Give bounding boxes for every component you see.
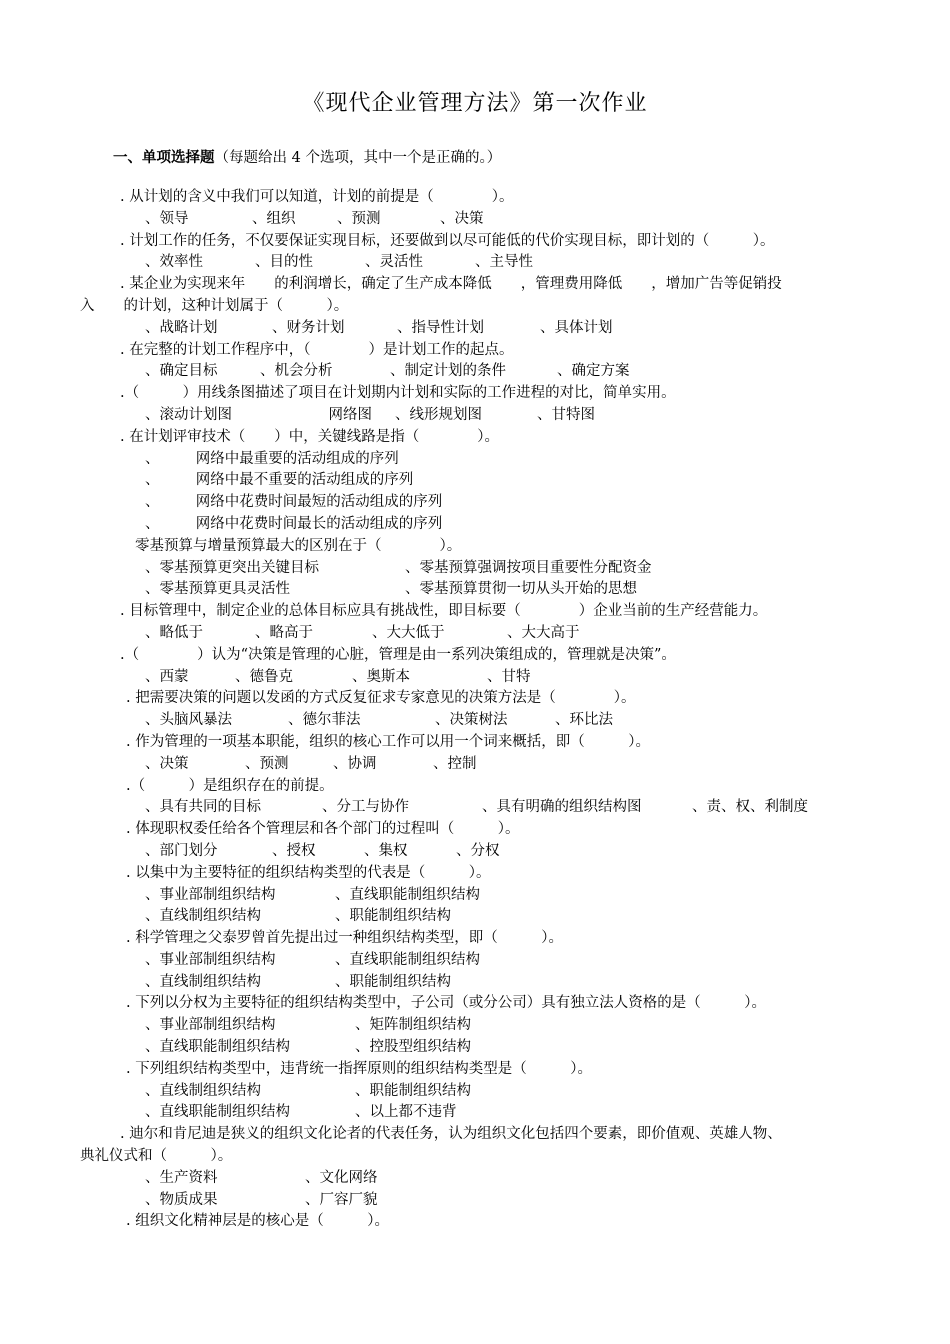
options-row xyxy=(0,885,950,907)
question-text: . 下列以分权为主要特征的组织结构类型中，子公司（或分公司）具有独立法人资格的是（ ）。 xyxy=(126,995,766,1012)
section-note: （每题给出 4 个选项，其中一个是正确的。） xyxy=(214,150,502,166)
option-a[interactable]: 、略低于 xyxy=(145,624,203,641)
option-a[interactable]: 、滚动计划图 xyxy=(145,406,232,423)
option-c[interactable]: 、制定计划的条件 xyxy=(390,363,506,380)
option-c[interactable]: 、指导性计划 xyxy=(397,319,484,336)
question-text: . 目标管理中，制定企业的总体目标应具有挑战性，即目标要（ ）企业当前的生产经营能力。 xyxy=(120,603,768,620)
option-b[interactable]: 、 网络中最不重要的活动组成的序列 xyxy=(145,472,414,489)
question-text: . 把需要决策的问题以发函的方式反复征求专家意见的决策方法是（ ）。 xyxy=(126,690,636,707)
option-a[interactable]: 、战略计划 xyxy=(145,319,218,336)
option-c[interactable]: 、线形规划图 xyxy=(395,406,482,423)
option-c[interactable]: 、直线制组织结构 xyxy=(145,973,261,990)
option-d[interactable]: 、控制 xyxy=(433,755,477,772)
option-a[interactable]: 、生产资料 xyxy=(145,1169,218,1186)
option-d[interactable]: 、环比法 xyxy=(555,712,613,729)
option-d[interactable]: 、以上都不违背 xyxy=(355,1104,457,1121)
option-d[interactable]: 、甘特 xyxy=(487,668,531,685)
question-text: . 在完整的计划工作程序中，（ ）是计划工作的起点。 xyxy=(120,341,514,358)
question-text: . 从计划的含义中我们可以知道，计划的前提是（ ）。 xyxy=(120,189,514,205)
option-a[interactable]: 、事业部制组织结构 xyxy=(145,1017,276,1034)
option-a[interactable]: 、零基预算更突出关键目标 xyxy=(145,559,319,576)
question-text: . 计划工作的任务，不仅要保证实现目标，还要做到以尽可能低的代价实现目标，即计划的（ ）。 xyxy=(120,232,775,249)
option-b[interactable]: 、授权 xyxy=(272,842,316,859)
option-b[interactable]: 、财务计划 xyxy=(272,319,345,336)
options-row xyxy=(0,1015,950,1037)
option-b[interactable]: 、德鲁克 xyxy=(235,668,293,685)
question-text: . 体现职权委任给各个管理层和各个部门的过程叫（ ）。 xyxy=(126,821,520,838)
options-row xyxy=(0,754,950,776)
question-text: . 下列组织结构类型中，违背统一指挥原则的组织结构类型是（ ）。 xyxy=(126,1060,592,1077)
options-row xyxy=(0,209,950,231)
option-b[interactable]: 网络图 xyxy=(285,406,372,423)
section-label: 一、单项选择题 xyxy=(113,149,215,166)
option-b[interactable]: 、职能制组织结构 xyxy=(355,1082,471,1099)
option-a[interactable]: 、头脑风暴法 xyxy=(145,712,232,729)
question-text-continued: 入 的计划，这种计划属于（ ）。 xyxy=(80,297,349,314)
option-c[interactable]: 、零基预算更具灵活性 xyxy=(145,581,290,598)
option-d[interactable]: 、甘特图 xyxy=(537,406,595,423)
option-c[interactable]: 、物质成果 xyxy=(145,1191,218,1208)
options-row xyxy=(0,1168,950,1190)
question-text-continued: 典礼仪式和（ ）。 xyxy=(80,1148,233,1165)
option-d[interactable]: 、职能制组织结构 xyxy=(335,973,451,990)
options-row xyxy=(0,797,950,819)
option-a[interactable]: 、领导 xyxy=(145,210,189,227)
question-text: . 迪尔和肯尼迪是狭义的组织文化论者的代表任务，认为组织文化包括四个要素，即价值观、英雄人物、 xyxy=(120,1126,782,1143)
options-row xyxy=(0,252,950,274)
options-row xyxy=(0,950,950,972)
option-b[interactable]: 、目的性 xyxy=(255,254,313,271)
option-d[interactable]: 、厂容厂貌 xyxy=(305,1191,378,1208)
option-d[interactable]: 、职能制组织结构 xyxy=(335,908,451,925)
option-d[interactable]: 、具体计划 xyxy=(540,319,613,336)
option-b[interactable]: 、略高于 xyxy=(255,624,313,641)
option-a[interactable]: 、事业部制组织结构 xyxy=(145,951,276,968)
option-a[interactable]: 、事业部制组织结构 xyxy=(145,886,276,903)
option-c[interactable]: 、大大低于 xyxy=(372,624,445,641)
option-a[interactable]: 、直线制组织结构 xyxy=(145,1082,261,1099)
options-row xyxy=(0,1190,950,1212)
option-b[interactable]: 、德尔菲法 xyxy=(288,712,361,729)
question-text: 零基预算与增量预算最大的区别在于（ ）。 xyxy=(135,537,462,554)
question-text: . 在计划评审技术（ ）中，关键线路是指（ ）。 xyxy=(120,428,499,445)
option-b[interactable]: 、机会分析 xyxy=(260,363,333,380)
option-b[interactable]: 、分工与协作 xyxy=(322,799,409,816)
question-text: . 某企业为实现来年 的利润增长，确定了生产成本降低 ，管理费用降低 ，增加广告等促销投 xyxy=(120,276,782,293)
option-c[interactable]: 、直线职能制组织结构 xyxy=(145,1104,290,1121)
options-row xyxy=(0,579,950,601)
options-row xyxy=(0,710,950,732)
options-row xyxy=(0,906,950,928)
option-c[interactable]: 、具有明确的组织结构图 xyxy=(482,799,642,816)
question-text: . 组织文化精神层是的核心是（ ）。 xyxy=(126,1213,389,1230)
option-d[interactable]: 、分权 xyxy=(456,842,500,859)
option-c[interactable]: 、直线制组织结构 xyxy=(145,908,261,925)
option-d[interactable]: 、确定方案 xyxy=(557,363,630,380)
options-row xyxy=(0,318,950,340)
option-b[interactable]: 、文化网络 xyxy=(305,1169,378,1186)
option-d[interactable]: 、控股型组织结构 xyxy=(355,1039,471,1056)
option-a[interactable]: 、西蒙 xyxy=(145,668,189,685)
option-b[interactable]: 、零基预算强调按项目重要性分配资金 xyxy=(405,559,652,576)
question-text: . 科学管理之父泰罗曾首先提出过一种组织结构类型，即（ ）。 xyxy=(126,930,563,947)
option-c[interactable]: 、 网络中花费时间最短的活动组成的序列 xyxy=(145,494,443,511)
option-a[interactable]: 、效率性 xyxy=(145,254,203,271)
options-row xyxy=(0,841,950,863)
option-c[interactable]: 、直线职能制组织结构 xyxy=(145,1039,290,1056)
options-row xyxy=(0,361,950,383)
option-c[interactable]: 、灵活性 xyxy=(365,254,423,271)
option-a[interactable]: 、具有共同的目标 xyxy=(145,799,261,816)
question-text: .（ ）认为“决策是管理的心脏，管理是由一系列决策组成的，管理就是决策”。 xyxy=(120,646,676,663)
option-c[interactable]: 、协调 xyxy=(333,755,377,772)
option-a[interactable]: 、确定目标 xyxy=(145,363,218,380)
option-d[interactable]: 、零基预算贯彻一切从头开始的思想 xyxy=(405,581,637,598)
option-d[interactable]: 、大大高于 xyxy=(507,624,580,641)
options-row xyxy=(0,972,950,994)
options-row xyxy=(0,623,950,645)
option-a[interactable]: 、 网络中最重要的活动组成的序列 xyxy=(145,450,399,467)
option-b[interactable]: 、直线职能制组织结构 xyxy=(335,886,480,903)
options-row xyxy=(0,1081,950,1103)
question-list xyxy=(0,187,950,1233)
option-d[interactable]: 、 网络中花费时间最长的活动组成的序列 xyxy=(145,515,443,532)
option-b[interactable]: 、预测 xyxy=(245,755,289,772)
option-c[interactable]: 、集权 xyxy=(364,842,408,859)
option-c[interactable]: 、预测 xyxy=(337,210,381,227)
option-b[interactable]: 、直线职能制组织结构 xyxy=(335,951,480,968)
options-row xyxy=(0,1037,950,1059)
question-text: . 作为管理的一项基本职能，组织的核心工作可以用一个词来概括，即（ ）。 xyxy=(126,733,650,750)
options-row xyxy=(0,667,950,689)
question-text: .（ ）是组织存在的前提。 xyxy=(126,777,334,794)
option-b[interactable]: 、组织 xyxy=(252,210,296,227)
section-header xyxy=(113,146,501,167)
options-row xyxy=(0,1102,950,1124)
option-a[interactable]: 、部门划分 xyxy=(145,842,218,859)
option-d[interactable]: 、决策 xyxy=(440,210,484,227)
question-text: .（ ）用线条图描述了项目在计划期内计划和实际的工作进程的对比，简单实用。 xyxy=(120,385,676,402)
question-text: . 以集中为主要特征的组织结构类型的代表是（ ）。 xyxy=(126,864,491,881)
document-title: 《现代企业管理方法》第一次作业 xyxy=(302,91,648,116)
option-d[interactable]: 、责、权、利制度 xyxy=(692,799,808,816)
option-b[interactable]: 、矩阵制组织结构 xyxy=(355,1017,471,1034)
option-a[interactable]: 、决策 xyxy=(145,755,189,772)
options-row xyxy=(0,405,950,427)
options-row xyxy=(0,558,950,580)
option-d[interactable]: 、主导性 xyxy=(475,254,533,271)
option-c[interactable]: 、奥斯本 xyxy=(352,668,410,685)
option-c[interactable]: 、决策树法 xyxy=(435,712,508,729)
